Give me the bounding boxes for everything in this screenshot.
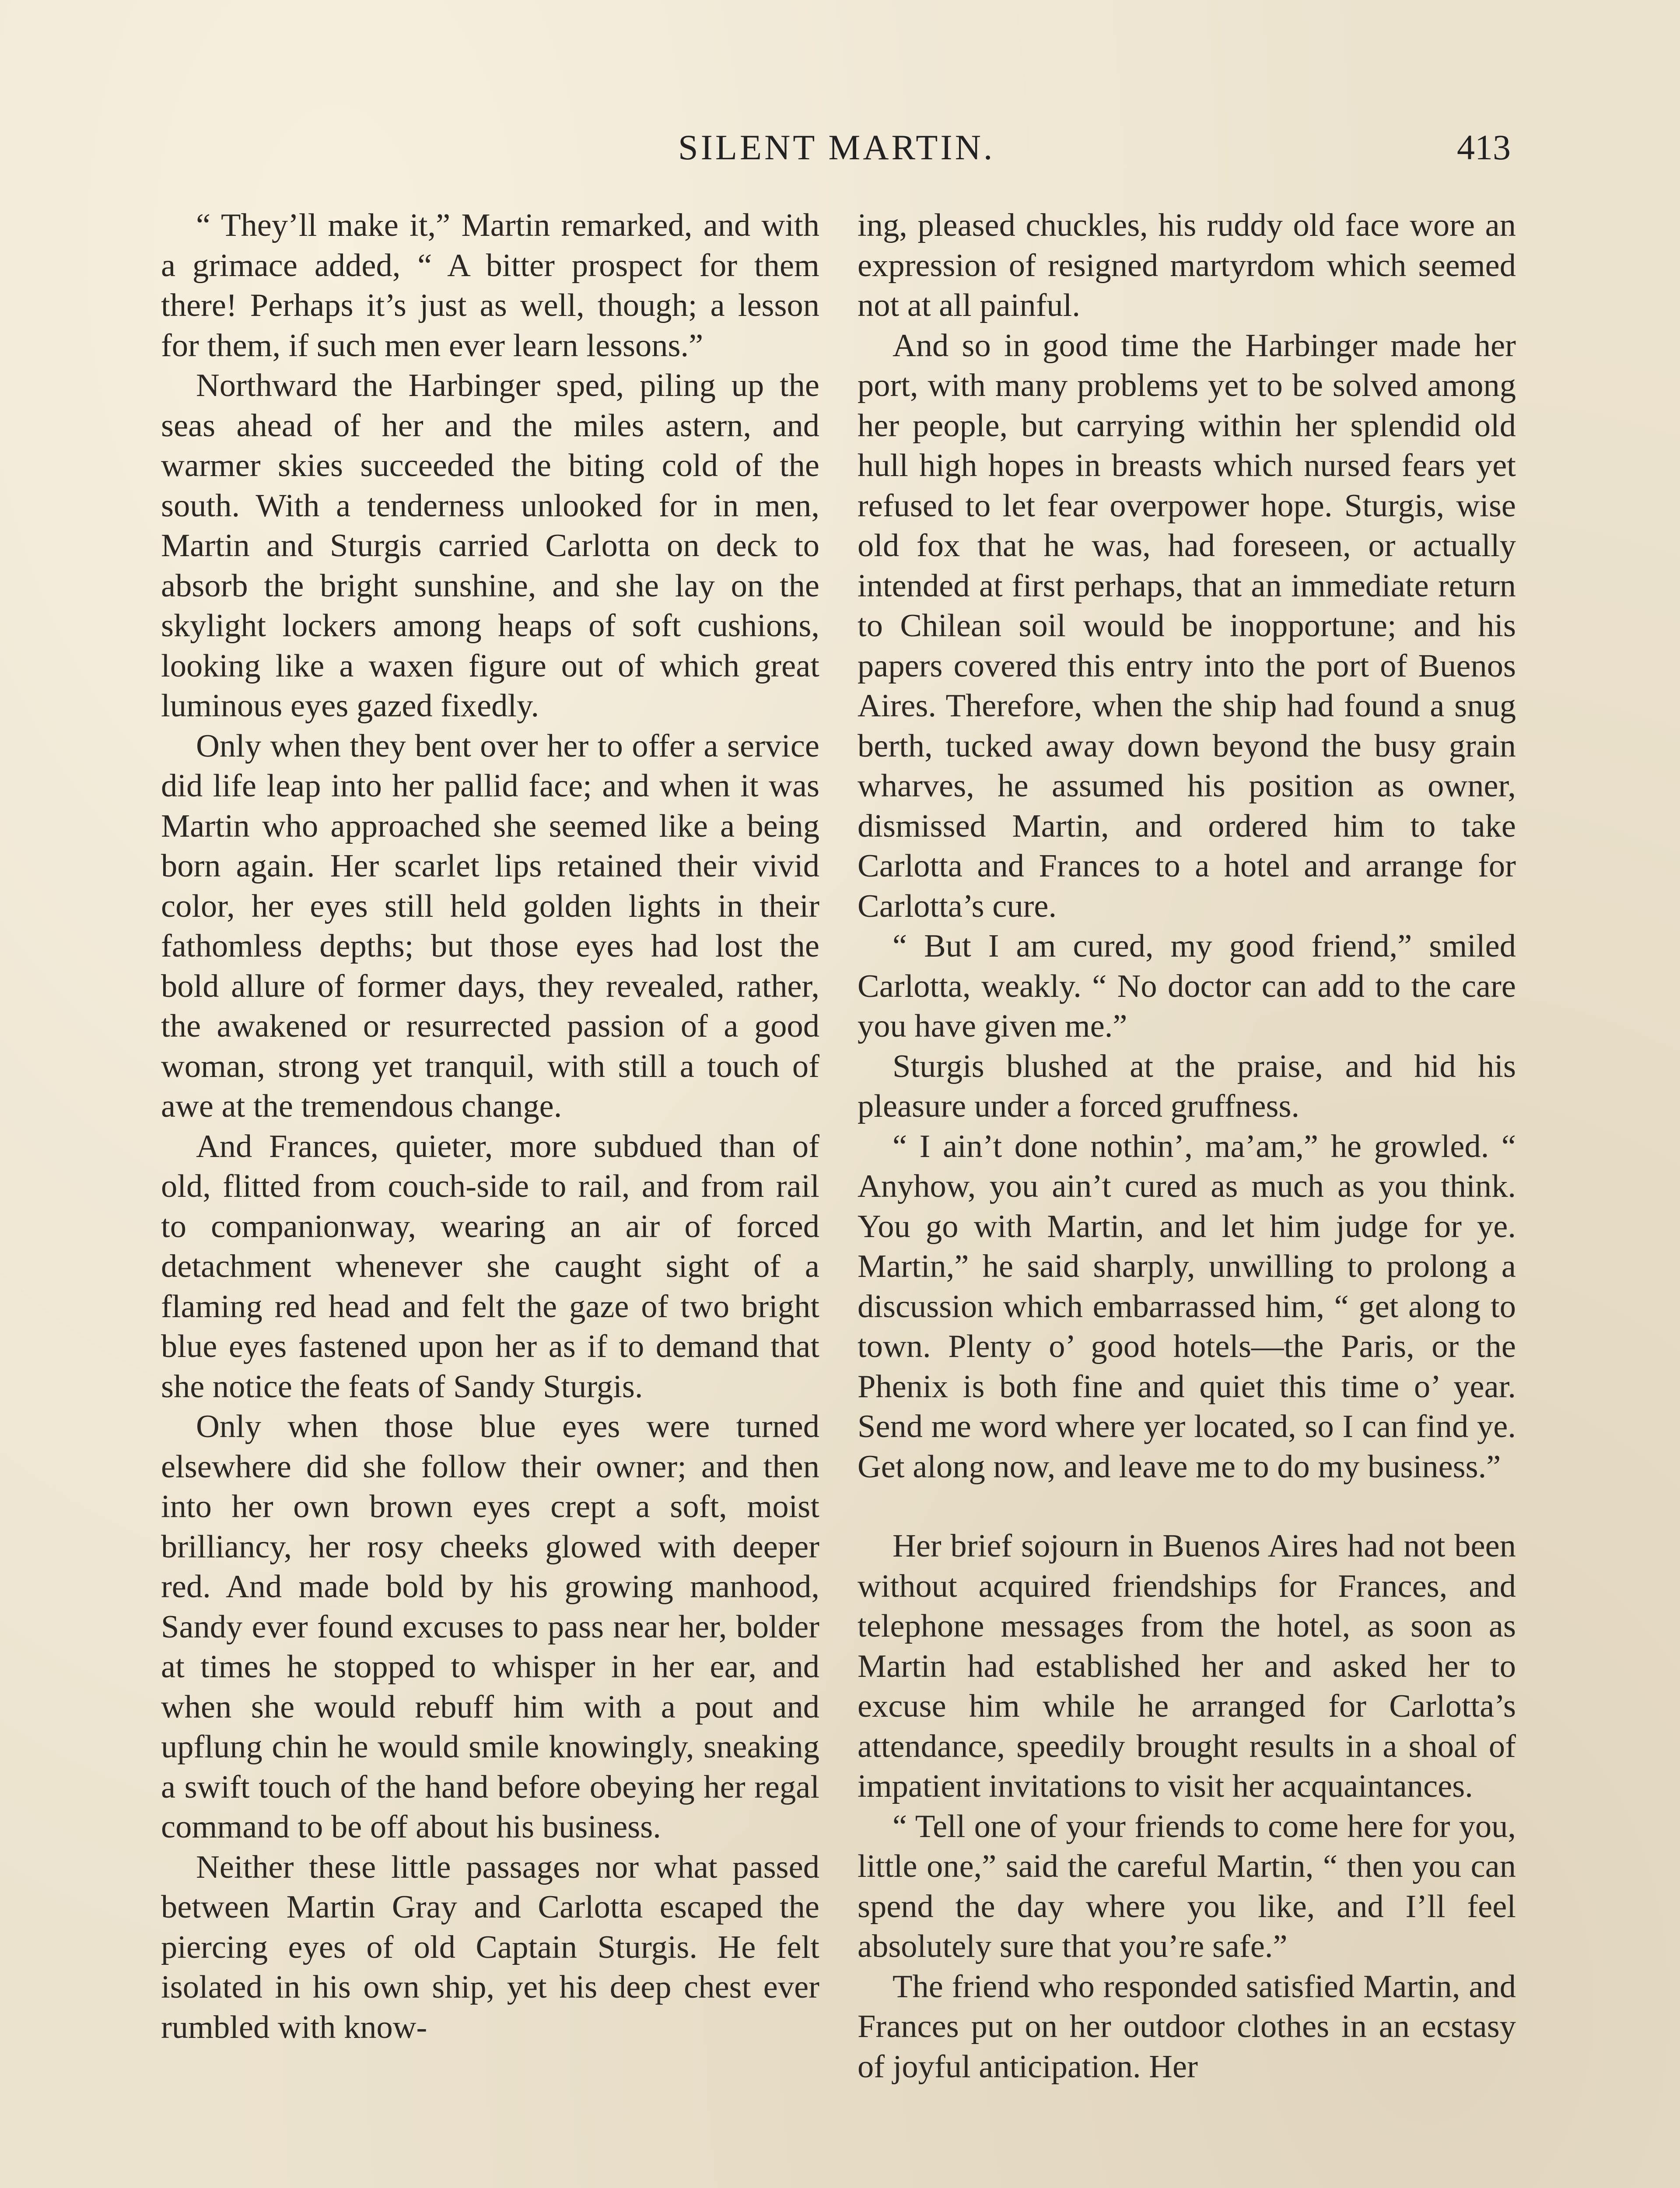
paragraph: “ They’ll make it,” Martin remarked, and with a grimace added, “ A bitter prospect for them there! Perhaps it’s just as well, though; a lesson for them, if such men ever learn lessons.” <box>161 207 819 364</box>
paragraph: “ I ain’t done nothin’, ma’am,” he growled. “ Anyhow, you ain’t cured as much as you think. You go with Martin, and let him judge for ye. Martin,” he said sharply, unwilling to prolong a discussion which embarrassed him, “ get along to town. Plenty o’ good hotels—the Paris, or the Phenix is both fine and quiet this time o’ year. Send me word where yer located, so I can find ye. Get along now, and leave me to do my business.” <box>858 1128 1516 1485</box>
left-column <box>161 206 819 2048</box>
paragraph: “ But I am cured, my good friend,” smiled Carlotta, weakly. “ No doctor can add to the care you have given me.” <box>858 928 1516 1044</box>
paragraph: Only when they bent over her to offer a service did life leap into her pallid face; and when it was Martin who approached she seemed like a being born again. Her scarlet lips retained their vivid color, her eyes still held golden lights in their fathomless depths; but those eyes had lost the bold allure of former days, they revealed, rather, the awakened or resurrected passion of a good woman, strong yet tranquil, with still a touch of awe at the tremendous change. <box>161 728 819 1124</box>
page-title: SILENT MARTIN. <box>678 127 995 167</box>
paragraph: And so in good time the Harbinger made her port, with many problems yet to be solved among her people, but carrying within her splendid old hull high hopes in breasts which nursed fears yet refused to let fear overpower hope. Sturgis, wise old fox that he was, had foreseen, or actually intended at first perhaps, that an immediate return to Chilean soil would be inopportune; and his papers covered this entry into the port of Buenos Aires. Therefore, when the ship had found a snug berth, tucked away down beyond the busy grain wharves, he assumed his position as owner, dismissed Martin, and ordered him to take Carlotta and Frances to a hotel and arrange for Carlotta’s cure. <box>858 327 1516 924</box>
paragraph: Her brief sojourn in Buenos Aires had not been without acquired friendships for Frances, and telephone messages from the hotel, as soon as Martin had established her and asked her to excuse him while he arranged for Carlotta’s attendance, speedily brought results in a shoal of impatient invitations to visit her acquaintances. <box>858 1528 1516 1804</box>
paragraph: Northward the Harbinger sped, piling up the seas ahead of her and the miles astern, and warmer skies succeeded the biting cold of the south. With a tenderness unlooked for in men, Martin and Sturgis carried Carlotta on deck to absorb the bright sunshine, and she lay on the skylight lockers among heaps of soft cushions, looking like a waxen figure out of which great luminous eyes gazed fixedly. <box>161 368 819 724</box>
section-break <box>858 1487 1516 1526</box>
paragraph: The friend who responded satisfied Martin, and Frances put on her outdoor clothes in an ecstasy of joyful anticipation. Her <box>858 1968 1516 2085</box>
paragraph-continuation: ing, pleased chuckles, his ruddy old face wore an expression of resigned martyrdom which seemed not at all painful. <box>858 207 1516 323</box>
running-head <box>0 123 1680 171</box>
right-column <box>858 206 1516 2087</box>
paragraph: Sturgis blushed at the praise, and hid his pleasure under a forced gruffness. <box>858 1048 1516 1124</box>
paragraph: And Frances, quieter, more subdued than of old, flitted from couch-side to rail, and from rail to companionway, wearing an air of forced detachment whenever she caught sight of a flaming red head and felt the gaze of two bright blue eyes fastened upon her as if to demand that she notice the feats of Sandy Sturgis. <box>161 1128 819 1405</box>
paragraph: Only when those blue eyes were turned elsewhere did she follow their owner; and then into her own brown eyes crept a soft, moist brilliancy, her rosy cheeks glowed with deeper red. And made bold by his growing manhood, Sandy ever found excuses to pass near her, bolder at times he stopped to whisper in her ear, and when she would rebuff him with a pout and upflung chin he would smile knowingly, sneaking a swift touch of the hand before obeying her regal command to be off about his business. <box>161 1409 819 1845</box>
paragraph: “ Tell one of your friends to come here for you, little one,” said the careful Martin, “ then you can spend the day where you like, and I’ll feel absolutely sure that you’re safe.” <box>858 1808 1516 1964</box>
paragraph: Neither these little passages nor what passed between Martin Gray and Carlotta escaped the piercing eyes of old Captain Sturgis. He felt isolated in his own ship, yet his deep chest ever rumbled with know- <box>161 1849 819 2045</box>
page-number: 413 <box>1457 127 1511 167</box>
